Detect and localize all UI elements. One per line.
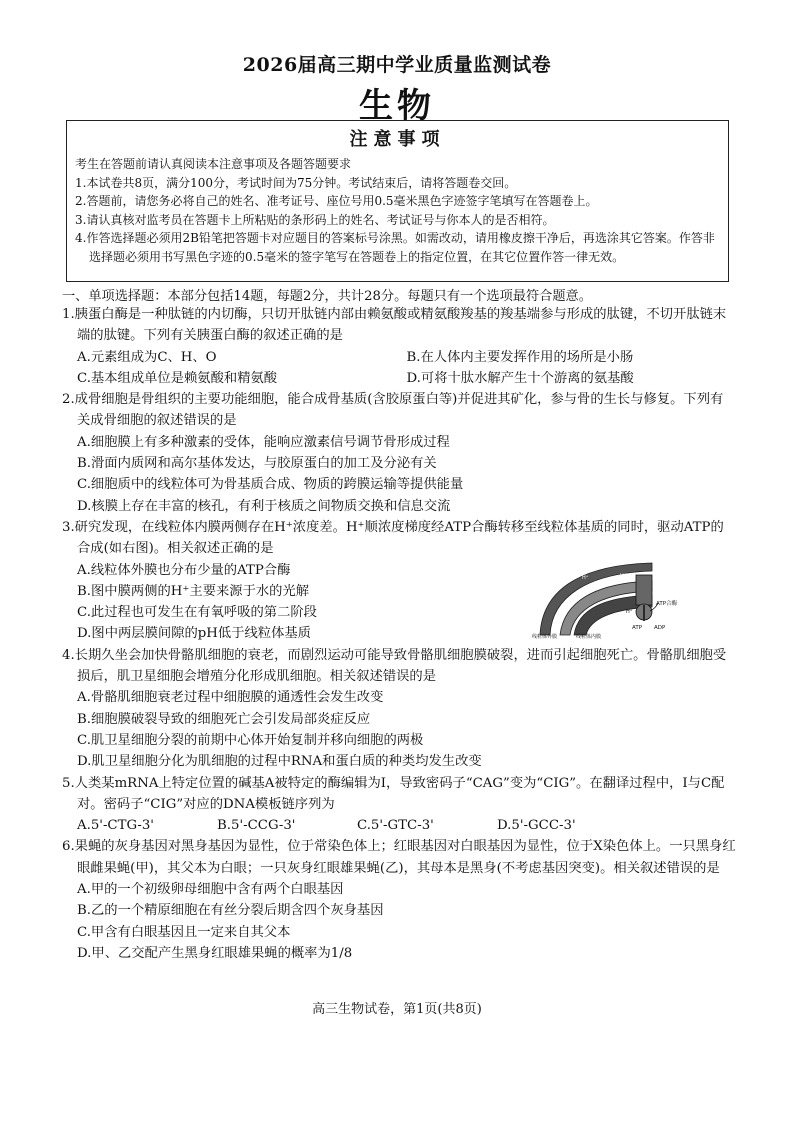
notice-item: 1.本试卷共8页，满分100分，考试时间为75分钟。考试结束后，请将答题卷交回。 [75,175,517,190]
figure-ion-label: H⁺ [620,572,627,579]
notice-intro: 考生在答题前请认真阅读本注意事项及各题答题要求 [75,157,352,171]
option-d: D.5'-GCC-3' [497,818,576,834]
option-a: A.线粒体外膜也分布少量的ATP合酶 [77,562,291,578]
question-stem: 2.成骨细胞是骨组织的主要功能细胞，能合成骨基质(含胶原蛋白等)并促进其矿化，参与骨的生长与修复。下列有关成骨细胞的叙述错误的是 [62,392,724,429]
option-b: B.乙的一个精原细胞在有丝分裂后期含四个灰身基因 [77,903,384,919]
notice-box [66,120,729,282]
option-c: C.此过程也可发生在有氧呼吸的第二阶段 [77,605,317,621]
option-row [62,347,736,368]
option-c: C.细胞质中的线粒体可为骨基质合成、物质的跨膜运输等提供能量 [77,477,464,493]
notice-item: 3.请认真核对监考员在答题卡上所粘贴的条形码上的姓名、考试证号与你本人的是否相符。 [75,212,555,227]
option-d: D.核膜上存在丰富的核孔，有利于核质之间物质交换和信息交流 [77,498,451,514]
option-row [62,815,736,836]
mitochondria-atp-synthase-figure [532,557,714,639]
figure-atp-label: ATP [632,624,643,631]
question-2 [62,389,736,517]
notice-item: 4.作答选择题必须用2B铅笔把答题卡对应题目的答案标号涂黑。如需改动，请用橡皮擦干净后，再选涂其它答案。作答非选择题必须用书写黑色字迹的0.5毫米的签字笔写在答题卷上的指定位置，在其它位置作答一律无效。 [75,231,715,264]
option-a: A.甲的一个初级卵母细胞中含有两个白眼基因 [77,882,344,898]
option-row [62,368,736,389]
question-stem: 5.人类某mRNA上特定位置的碱基A被特定的酶编辑为I，导致密码子“CAG”变为“CIG”。在翻译过程中，I与C配对。密码子“CIG”对应的DNA模板链序列为 [62,775,725,812]
option-a: A.骨骼肌细胞衰老过程中细胞膜的通透性会发生改变 [77,690,384,706]
question-stem: 6.果蝇的灰身基因对黑身基因为显性，位于常染色体上；红眼基因对白眼基因为显性，位于X染色体上。一只黑身红眼雌果蝇(甲)，其父本为白眼；一只灰身红眼雄果蝇(乙)，其母本是黑身(不考虑基因突变)。相关叙述错误的是 [62,839,736,876]
option-a: A.元素组成为C、H、O [77,349,217,365]
figure-inner-membrane-label: 线粒体内膜 [576,633,602,639]
option-c: C.肌卫星细胞分裂的前期中心体开始复制并移向细胞的两极 [77,732,424,748]
option-b: B.滑面内质网和高尔基体发达，与胶原蛋白的加工及分泌有关 [77,456,437,472]
question-list [62,304,736,964]
subject-title: 生物 [359,86,435,126]
option-b: B.图中膜两侧的H⁺主要来源于水的光解 [77,583,310,599]
option-d: D.甲、乙交配产生黑身红眼雄果蝇的概率为1/8 [77,945,353,961]
question-stem: 4.长期久坐会加快骨骼肌细胞的衰老，而剧烈运动可能导致骨骼肌细胞膜破裂，进而引起细胞死亡。骨骼肌细胞受损后，肌卫星细胞会增殖分化形成肌细胞。相关叙述错误的是 [62,647,727,685]
question-stem: 3.研究发现，在线粒体内膜两侧存在H⁺浓度差。H⁺顺浓度梯度经ATP合酶转移至线粒体基质的同时，驱动ATP的合成(如右图)。相关叙述正确的是 [62,519,724,557]
option-d: D.肌卫星细胞分化为肌细胞的过程中RNA和蛋白质的种类均发生改变 [77,754,482,770]
option-d: D.可将十肽水解产生十个游离的氨基酸 [406,370,634,386]
option-c: C.5'-GTC-3' [357,818,434,834]
question-4 [62,645,736,773]
exam-title: 2026届高三期中学业质量监测试卷 [242,54,552,76]
figure-ion-label: H⁺ [596,582,603,589]
section-heading: 一、单项选择题：本部分包括14题，每题2分，共计28分。每题只有一个选项最符合题意。 [62,289,592,304]
page-footer: 高三生物试卷，第1页(共8页) [312,1002,482,1017]
figure-ion-label: H⁺ [572,594,579,601]
figure-adp-label: ADP [654,624,666,631]
notice-item: 2.答题前，请您务必将自己的姓名、准考证号、座位号用0.5毫米黑色字迹签字笔填写在答题卷上。 [75,194,598,208]
figure-ion-label: H⁺ [626,608,633,615]
question-5 [62,773,736,837]
option-c: C.甲含有白眼基因且一定来自其父本 [77,924,291,940]
option-b: B.细胞膜破裂导致的细胞死亡会引发局部炎症反应 [77,711,371,727]
figure-enzyme-label: ATP合酶 [656,600,678,607]
question-3 [62,517,736,645]
question-1 [62,304,736,389]
question-stem: 1.胰蛋白酶是一种肽链的内切酶，只切开肽链内部由赖氨酸或精氨酸羧基的羧基端参与形成的肽键，不切开肽链末端的肽键。下列有关胰蛋白酶的叙述正确的是 [62,307,727,344]
question-6 [62,836,736,964]
option-a: A.5'-CTG-3' [77,818,154,834]
notice-title: 注意事项 [349,129,446,150]
option-a: A.细胞膜上有多种激素的受体，能响应激素信号调节骨形成过程 [77,434,450,450]
figure-outer-membrane-label: 线粒体外膜 [532,633,558,639]
option-c: C.基本组成单位是赖氨酸和精氨酸 [77,370,278,386]
option-b: B.5'-CCG-3' [217,818,296,834]
figure-ion-label: H⁺ [582,574,589,581]
option-d: D.图中两层膜间隙的pH低于线粒体基质 [77,626,311,642]
option-b: B.在人体内主要发挥作用的场所是小肠 [406,349,634,365]
